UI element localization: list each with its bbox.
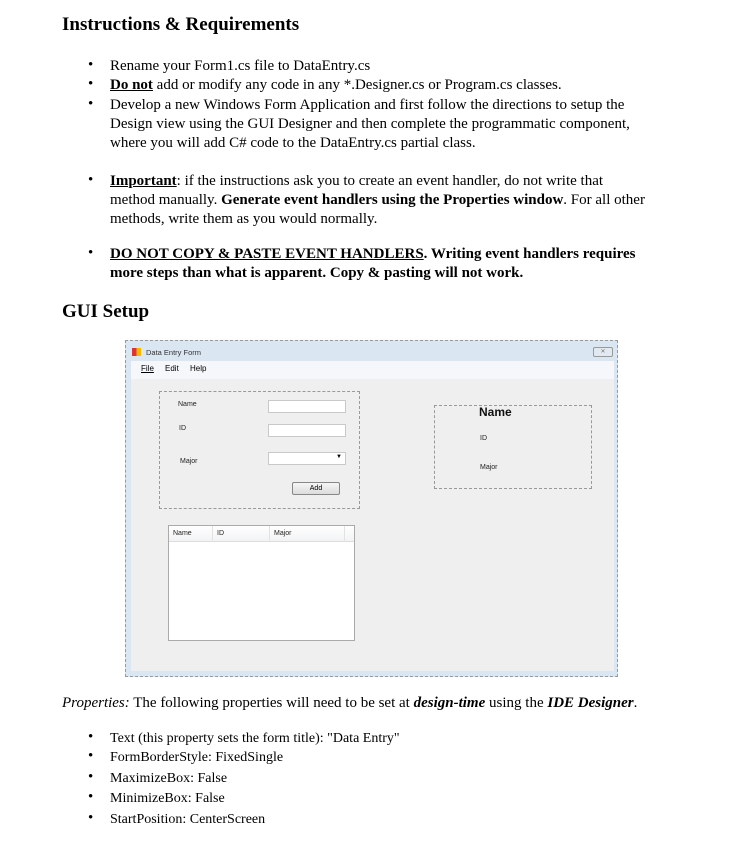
text: method manually. xyxy=(110,192,222,208)
display-panel xyxy=(434,405,592,489)
property-item: MinimizeBox: False xyxy=(110,791,225,806)
properties-intro xyxy=(62,694,637,713)
list-header xyxy=(169,526,354,542)
form-client-area xyxy=(131,379,614,671)
chevron-down-icon: ▼ xyxy=(336,454,342,460)
display-major-label: Major xyxy=(480,464,498,471)
property-item: Text (this property sets the form title): "Data Entry" xyxy=(110,731,400,746)
menu-help[interactable]: Help xyxy=(190,364,207,373)
instruction-2 xyxy=(110,76,562,95)
bullet: • xyxy=(88,769,94,785)
line: where you will add C# code to the DataEntry.cs partial class. xyxy=(110,135,476,151)
menu-edit[interactable]: Edit xyxy=(165,364,179,373)
text: The following properties will need to be set at xyxy=(129,695,414,711)
text: add or modify any code in any *.Designer.cs or Program.cs classes. xyxy=(152,77,562,93)
column-id[interactable]: ID xyxy=(217,530,224,537)
name-input[interactable] xyxy=(268,400,346,413)
display-name-label: Name xyxy=(479,405,512,419)
id-label: ID xyxy=(179,425,186,432)
display-id-label: ID xyxy=(480,435,487,442)
bullet: • xyxy=(88,729,94,745)
instruction-3 xyxy=(110,96,630,153)
bullet: • xyxy=(88,245,94,261)
major-dropdown[interactable] xyxy=(268,452,346,465)
text: . For all other xyxy=(563,192,645,208)
emphasis: DO NOT COPY & PASTE EVENT HANDLERS xyxy=(110,246,424,262)
text: using the xyxy=(485,695,548,711)
menu-file[interactable]: File xyxy=(141,364,154,373)
menu-bar xyxy=(131,361,614,379)
text: more steps than what is apparent. Copy & pasting will not work. xyxy=(110,265,524,281)
form-designer-screenshot xyxy=(125,340,618,677)
name-label: Name xyxy=(178,401,197,408)
gui-heading: GUI Setup xyxy=(62,301,150,322)
section-heading: Instructions & Requirements xyxy=(62,14,300,35)
properties-label: Properties: xyxy=(62,695,130,711)
form-icon xyxy=(132,348,141,356)
id-input[interactable] xyxy=(268,424,346,437)
text: methods, write them as you would normally. xyxy=(110,211,378,227)
bullet: • xyxy=(88,789,94,805)
instruction-1: Rename your Form1.cs file to DataEntry.cs xyxy=(110,58,371,74)
bullet: • xyxy=(88,172,94,188)
bullet: • xyxy=(88,57,94,73)
emphasis: Do not xyxy=(110,77,153,93)
text: : if the instructions ask you to create an event handler, do not write that xyxy=(176,173,604,189)
text: . Writing event handlers requires xyxy=(423,246,636,262)
column-name[interactable]: Name xyxy=(173,530,192,537)
close-button[interactable]: ✕ xyxy=(593,347,613,357)
emphasis: design-time xyxy=(413,695,486,711)
property-item: MaximizeBox: False xyxy=(110,771,228,786)
form-title: Data Entry Form xyxy=(146,348,202,357)
instruction-4 xyxy=(110,172,645,229)
emphasis: Important xyxy=(110,173,177,189)
emphasis: IDE Designer xyxy=(547,695,634,711)
bullet: • xyxy=(88,810,94,826)
property-item: StartPosition: CenterScreen xyxy=(110,812,266,827)
bullet: • xyxy=(88,76,94,92)
property-item: FormBorderStyle: FixedSingle xyxy=(110,750,284,765)
major-label: Major xyxy=(180,458,198,465)
divider xyxy=(269,526,270,542)
column-major[interactable]: Major xyxy=(274,530,292,537)
bullet: • xyxy=(88,96,94,112)
instruction-5 xyxy=(110,245,636,283)
line: Design view using the GUI Designer and then complete the programmatic component, xyxy=(110,116,630,132)
bullet: • xyxy=(88,748,94,764)
student-list-view[interactable] xyxy=(168,525,355,641)
line: Develop a new Windows Form Application and first follow the directions to setup the xyxy=(110,97,625,113)
emphasis: Generate event handlers using the Properties window xyxy=(221,192,564,208)
divider xyxy=(212,526,213,542)
add-button[interactable]: Add xyxy=(292,482,340,495)
text: . xyxy=(633,695,638,711)
divider xyxy=(344,526,345,542)
